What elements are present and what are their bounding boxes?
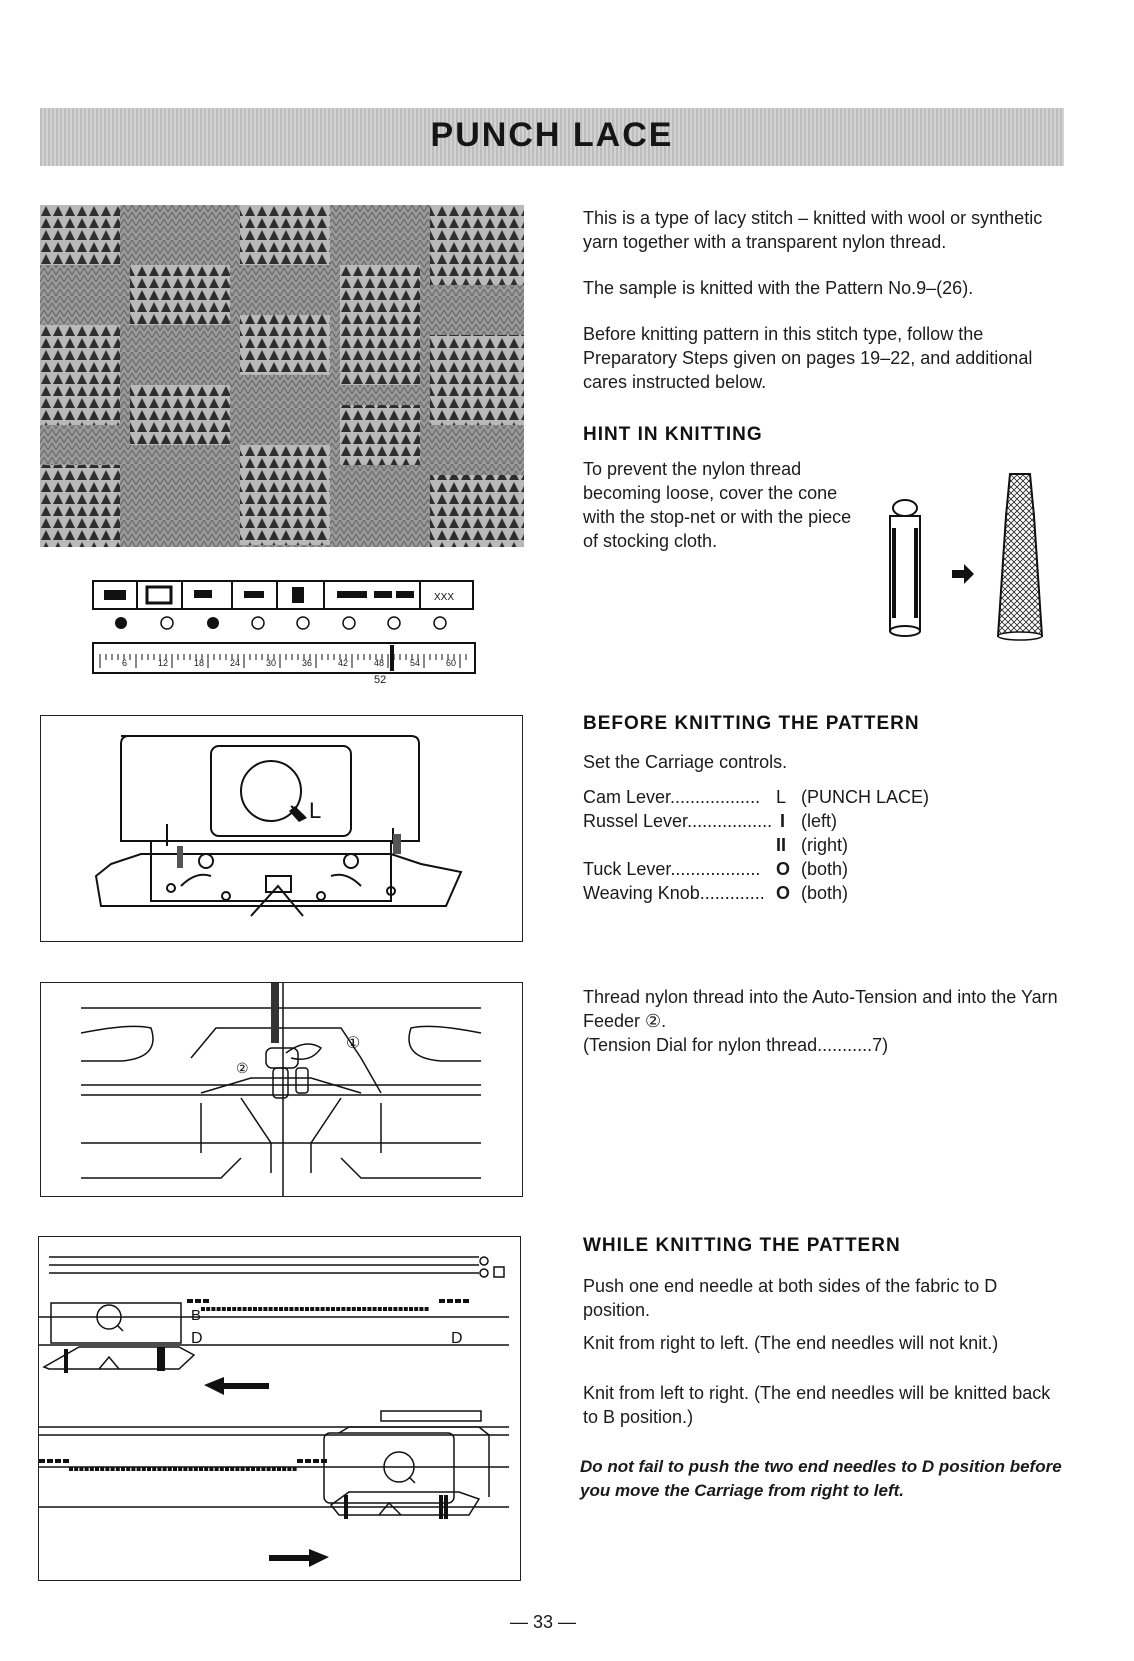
ruler-tick-label: 60 [446,658,457,668]
intro-paragraph-3: Before knitting pattern in this stitch type, follow the Preparatory Steps given on pages 19–22, and additional cares instructed below. [583,324,1033,392]
page-title: PUNCH LACE [430,116,674,154]
caution-note: Do not fail to push the two end needles to D position before you move the Carriage from right to left. [580,1457,1062,1500]
cam-lever-label: L [309,798,322,823]
setting-note: (right) [801,835,849,855]
setting-note: (both) [801,883,849,903]
ruler-tick-label: 42 [338,658,349,668]
position-d-label-right: D [451,1330,463,1347]
setting-note: (PUNCH LACE) [801,787,930,807]
page-number: — 33 — [510,1612,577,1632]
intro-paragraph-2: The sample is knitted with the Pattern No.9–(26). [583,278,974,298]
ruler-tick-label: 18 [194,658,205,668]
setting-value: I [780,811,786,831]
yarn-feeder-diagram [40,982,523,1197]
position-d-label-left: D [191,1330,203,1347]
thread-text: Thread nylon thread into the Auto-Tension and into the Yarn Feeder ②. [583,987,1058,1031]
cone-icon [890,500,920,636]
auto-tension-label: ① [346,1035,361,1052]
setting-value: L [776,787,787,807]
ruler-tick-label: 48 [374,658,385,668]
needle-position-diagram [38,1236,521,1581]
hint-heading: HINT IN KNITTING [583,424,763,445]
carriage-settings-list: Cam Lever.................. L (PUNCH LACE) Russel Lever................. I (left) II (right) Tuck Lever.................. O (both) Weaving Knob............. O (both) [583,787,930,903]
intro-paragraph-1: This is a type of lacy stitch – knitted with wool or synthetic yarn together with a transparent nylon thread. [583,208,1043,252]
before-heading: BEFORE KNITTING THE PATTERN [583,713,920,734]
ruler-tick-label: 30 [266,658,277,668]
setting-value: O [776,883,791,903]
ruler-labels [92,658,476,672]
ruler-tick-label: 24 [230,658,241,668]
ruler-tick-label: 12 [158,658,169,668]
svg-text:XXX: XXX [434,592,455,603]
setting-note: (left) [801,811,837,831]
ruler-tick-label: 54 [410,658,421,668]
while-paragraph-2: Knit from right to left. (The end needles will not knit.) [583,1333,999,1353]
stop-net-cone-icon [998,474,1042,640]
carriage-symbols-strip [92,580,474,640]
setting-name: Cam Lever [583,787,671,807]
while-paragraph-1: Push one end needle at both sides of the fabric to D position. [583,1276,998,1320]
setting-value: O [776,859,791,879]
position-b-label: B [191,1307,202,1324]
title-bar [40,108,1064,166]
knit-sample-photo [40,205,524,547]
carriage-controls-diagram [40,715,523,942]
before-intro: Set the Carriage controls. [583,752,788,772]
intro-section [583,206,1065,394]
setting-name: Russel Lever [583,811,688,831]
setting-value: II [776,835,787,855]
while-heading: WHILE KNITTING THE PATTERN [583,1235,901,1256]
setting-dots [115,617,446,629]
ruler-marker-label: 52 [374,674,387,686]
hint-text: To prevent the nylon thread becoming loose, cover the cone with the stop-net or with the piece of stocking cloth. [583,459,852,551]
arrow-right-icon [952,564,974,584]
yarn-feeder-label: ② [236,1060,249,1076]
ruler-tick-label: 6 [122,658,128,668]
setting-name: Weaving Knob [583,883,700,903]
setting-note: (both) [801,859,849,879]
ruler-tick-label: 36 [302,658,313,668]
cone-net-illustration [870,466,1060,646]
tension-dial-text: (Tension Dial for nylon thread...........7) [583,1035,889,1055]
needle-ruler [92,642,476,692]
while-paragraph-3: Knit from left to right. (The end needles will be knitted back to B position.) [583,1383,1051,1427]
setting-name: Tuck Lever [583,859,671,879]
